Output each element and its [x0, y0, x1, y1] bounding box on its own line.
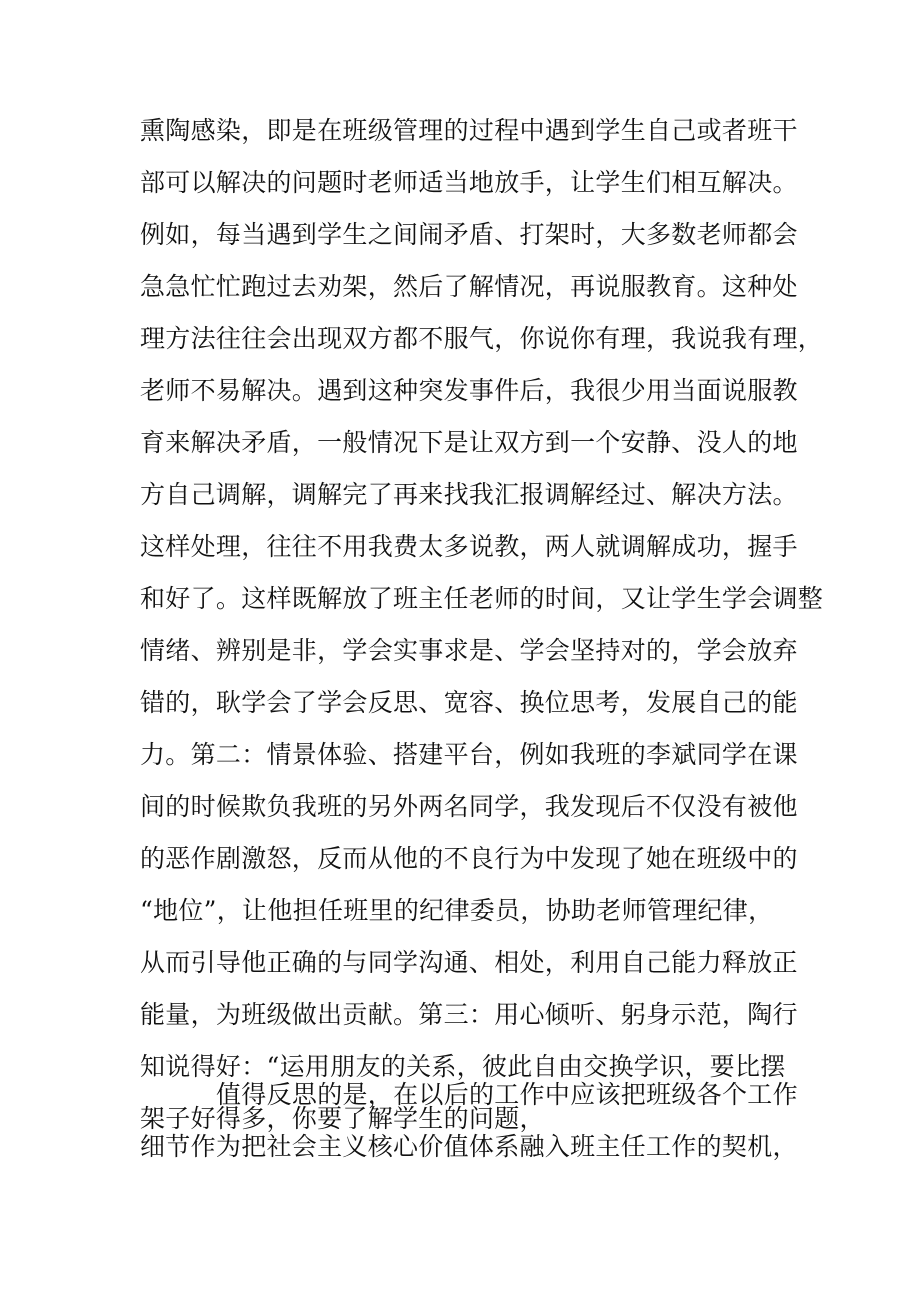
text-line: 从而引导他正确的与同学沟通、相处，利用自己能力释放正 — [140, 948, 798, 977]
text-line: 老师不易解决。遇到这种突发事件后，我很少用当面说服教 — [140, 376, 798, 405]
text-line: 能量，为班级做出贡献。第三：用心倾听、躬身示范，陶行 — [140, 1000, 798, 1029]
text-line: 急急忙忙跑过去劝架，然后了解情况，再说服教育。这种处 — [140, 272, 798, 301]
text-line: 细节作为把社会主义核心价值体系融入班主任工作的契机， — [140, 1132, 798, 1161]
text-line: 方自己调解，调解完了再来找我汇报调解经过、解决方法。 — [140, 480, 798, 509]
text-line: 理方法往往会出现双方都不服气，你说你有理，我说我有理， — [140, 324, 824, 353]
text-line: 育来解决矛盾，一般情况下是让双方到一个安静、没人的地 — [140, 428, 798, 457]
text-line: 和好了。这样既解放了班主任老师的时间，又让学生学会调整 — [140, 584, 824, 613]
text-line: 值得反思的是，在以后的工作中应该把班级各个工作 — [216, 1080, 798, 1109]
text-line: 知说得好：“运用朋友的关系，彼此自由交换学识，要比摆 — [140, 1052, 786, 1081]
text-line: 错的，耿学会了学会反思、宽容、换位思考，发展自己的能 — [140, 688, 798, 717]
body-paragraph-2 — [140, 1069, 800, 1173]
text-line: 架子好得多，你要了解学生的问题， — [140, 1104, 545, 1133]
text-line: 情绪、辨别是非，学会实事求是、学会坚持对的，学会放弃 — [140, 636, 798, 665]
text-line: 这样处理，往往不用我费太多说教，两人就调解成功，握手 — [140, 532, 798, 561]
text-line: 间的时候欺负我班的另外两名同学，我发现后不仅没有被他 — [140, 792, 798, 821]
text-line: 例如，每当遇到学生之间闹矛盾、打架时，大多数老师都会 — [140, 220, 798, 249]
text-line: 熏陶感染，即是在班级管理的过程中遇到学生自己或者班干 — [140, 116, 798, 145]
text-line: 部可以解决的问题时老师适当地放手，让学生们相互解决。 — [140, 168, 798, 197]
text-line: 力。第二：情景体验、搭建平台，例如我班的李斌同学在课 — [140, 740, 798, 769]
body-paragraph-1 — [140, 105, 824, 1145]
text-line: 的恶作剧激怒，反而从他的不良行为中发现了她在班级中的 — [140, 844, 798, 873]
text-line: “地位”，让他担任班里的纪律委员，协助老师管理纪律， — [140, 896, 774, 925]
